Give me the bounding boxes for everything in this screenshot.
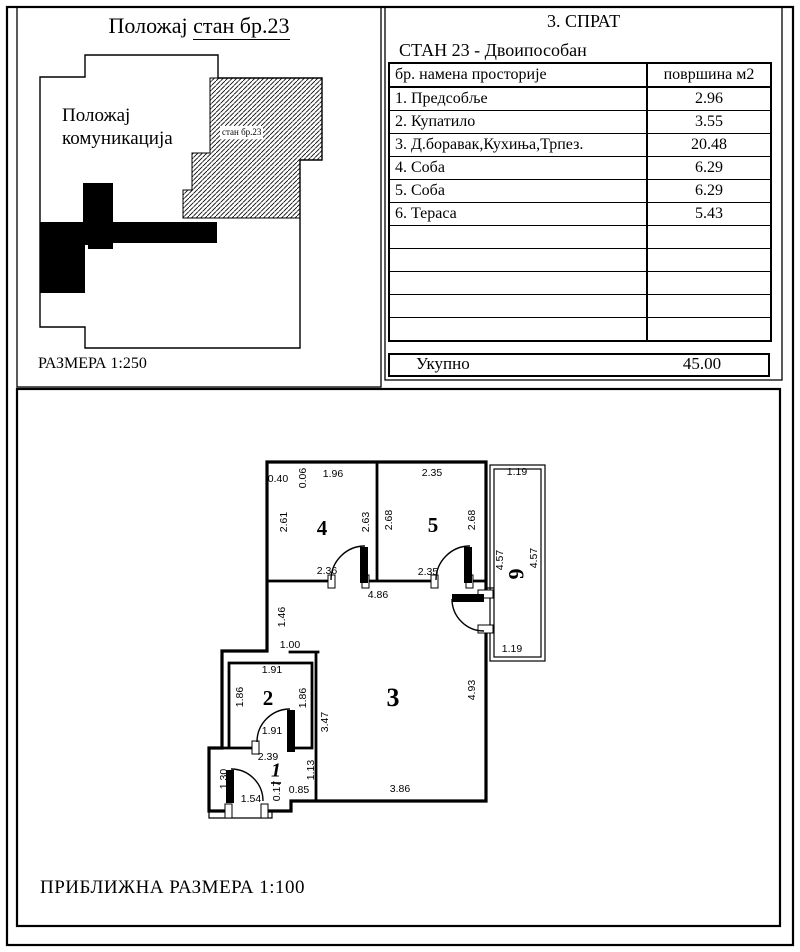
area-value-cell: 3.55 bbox=[647, 111, 771, 134]
dimension-label: 0.85 bbox=[288, 783, 310, 796]
dimension-label: 2.63 bbox=[359, 511, 372, 533]
dimension-label: 1.86 bbox=[233, 686, 246, 708]
left-panel-title bbox=[17, 13, 381, 39]
room-label-cell bbox=[389, 272, 647, 295]
room-number-label: 6 bbox=[503, 568, 529, 580]
room-label-cell bbox=[389, 318, 647, 342]
table-row bbox=[389, 111, 771, 134]
area-value-cell: површина м2 bbox=[647, 63, 771, 87]
dimension-label: 1.91 bbox=[261, 663, 283, 676]
room-label-cell: бр. намена просторије bbox=[389, 63, 647, 87]
area-value-cell: 20.48 bbox=[647, 134, 771, 157]
room-number-label: 4 bbox=[316, 515, 328, 540]
floor-title: 3. СПРАТ bbox=[546, 11, 621, 31]
communication-label bbox=[62, 104, 173, 150]
dimension-label: 3.47 bbox=[318, 711, 331, 733]
dimension-label: 2.35 bbox=[417, 565, 439, 578]
dimension-label: 3.86 bbox=[389, 782, 411, 795]
room-label-cell: 5. Соба bbox=[389, 180, 647, 203]
dimension-label: 1.86 bbox=[296, 687, 309, 709]
room-number-label: 2 bbox=[262, 685, 274, 710]
left-panel-title-underlined: стан бр.23 bbox=[193, 13, 290, 38]
dimension-label: 4.93 bbox=[465, 679, 478, 701]
table-empty-row bbox=[389, 272, 771, 295]
dimension-label: 1.13 bbox=[304, 759, 317, 781]
dimension-label: 0.17 bbox=[270, 780, 283, 802]
room-label-cell: 6. Тераса bbox=[389, 203, 647, 226]
total-label: Укупно bbox=[416, 354, 470, 373]
apartment-tag: стан бр.23 bbox=[222, 127, 262, 137]
communication-label-line1: Положај bbox=[62, 105, 131, 126]
room-label-cell: 2. Купатило bbox=[389, 111, 647, 134]
left-panel-title-prefix: Положај bbox=[108, 13, 194, 38]
room-area-table bbox=[388, 62, 772, 342]
room-number-label: 1 bbox=[271, 759, 281, 782]
table-row bbox=[389, 180, 771, 203]
outer-walls bbox=[209, 462, 486, 811]
dimension-label: 0.40 bbox=[267, 472, 289, 485]
dimension-label: 2.39 bbox=[257, 750, 279, 763]
room-label-cell bbox=[389, 249, 647, 272]
table-empty-row bbox=[389, 249, 771, 272]
floor-plan bbox=[209, 462, 545, 818]
table-row bbox=[389, 87, 771, 111]
dimension-label: 1.00 bbox=[279, 638, 301, 651]
room-number-label: 3 bbox=[386, 682, 400, 712]
area-value-cell: 5.43 bbox=[647, 203, 771, 226]
apartment-title: СТАН 23 - Двоипособан bbox=[399, 40, 587, 60]
dimension-label: 4.57 bbox=[527, 547, 540, 569]
area-value-cell bbox=[647, 272, 771, 295]
room-label-cell: 4. Соба bbox=[389, 157, 647, 180]
table-row bbox=[389, 203, 771, 226]
dimension-label: 4.86 bbox=[367, 588, 389, 601]
dimension-label: 2.35 bbox=[421, 466, 443, 479]
area-value-cell bbox=[647, 295, 771, 318]
room-label-cell: 1. Предсобље bbox=[389, 87, 647, 111]
dimension-label: 2.61 bbox=[277, 511, 290, 533]
communication-label-line2: комуникација bbox=[62, 128, 173, 150]
mini-plan-scale-label: РАЗМЕРА 1:250 bbox=[38, 355, 147, 372]
dimension-label: 1.96 bbox=[322, 467, 344, 480]
dimension-label: 1.91 bbox=[261, 724, 283, 737]
dimension-label: 1.46 bbox=[275, 606, 288, 628]
dimension-label: 1.19 bbox=[501, 642, 523, 655]
area-value-cell: 2.96 bbox=[647, 87, 771, 111]
table-empty-row bbox=[389, 295, 771, 318]
dimension-label: 2.36 bbox=[316, 564, 338, 577]
room-label-cell bbox=[389, 226, 647, 249]
area-value-cell bbox=[647, 318, 771, 342]
room-label-cell bbox=[389, 295, 647, 318]
room-number-label: 5 bbox=[427, 512, 439, 537]
area-value-cell bbox=[647, 226, 771, 249]
area-value-cell: 6.29 bbox=[647, 180, 771, 203]
area-value-cell: 6.29 bbox=[647, 157, 771, 180]
area-value-cell bbox=[647, 249, 771, 272]
table-empty-row bbox=[389, 226, 771, 249]
room-label-cell: 3. Д.боравак,Кухиња,Трпез. bbox=[389, 134, 647, 157]
dimension-label: 0.06 bbox=[296, 467, 309, 489]
total-value: 45.00 bbox=[682, 354, 722, 373]
table-row bbox=[389, 134, 771, 157]
dimension-label: 1.54 bbox=[240, 792, 262, 805]
interior-walls bbox=[209, 462, 486, 801]
table-row bbox=[389, 157, 771, 180]
floor-plan-scale-label: ПРИБЛИЖНА РАЗМЕРА 1:100 bbox=[40, 877, 306, 898]
dimension-label: 2.68 bbox=[465, 509, 478, 531]
dimension-label: 1.30 bbox=[217, 768, 230, 790]
table-empty-row bbox=[389, 318, 771, 342]
mini-position-plan bbox=[40, 55, 322, 348]
table-header-row bbox=[389, 63, 771, 87]
dimension-label: 4.57 bbox=[493, 549, 506, 571]
dimension-label: 1.19 bbox=[506, 465, 528, 478]
floor-plan-frame bbox=[17, 389, 780, 926]
dimension-label: 2.68 bbox=[382, 509, 395, 531]
total-row bbox=[388, 353, 770, 377]
